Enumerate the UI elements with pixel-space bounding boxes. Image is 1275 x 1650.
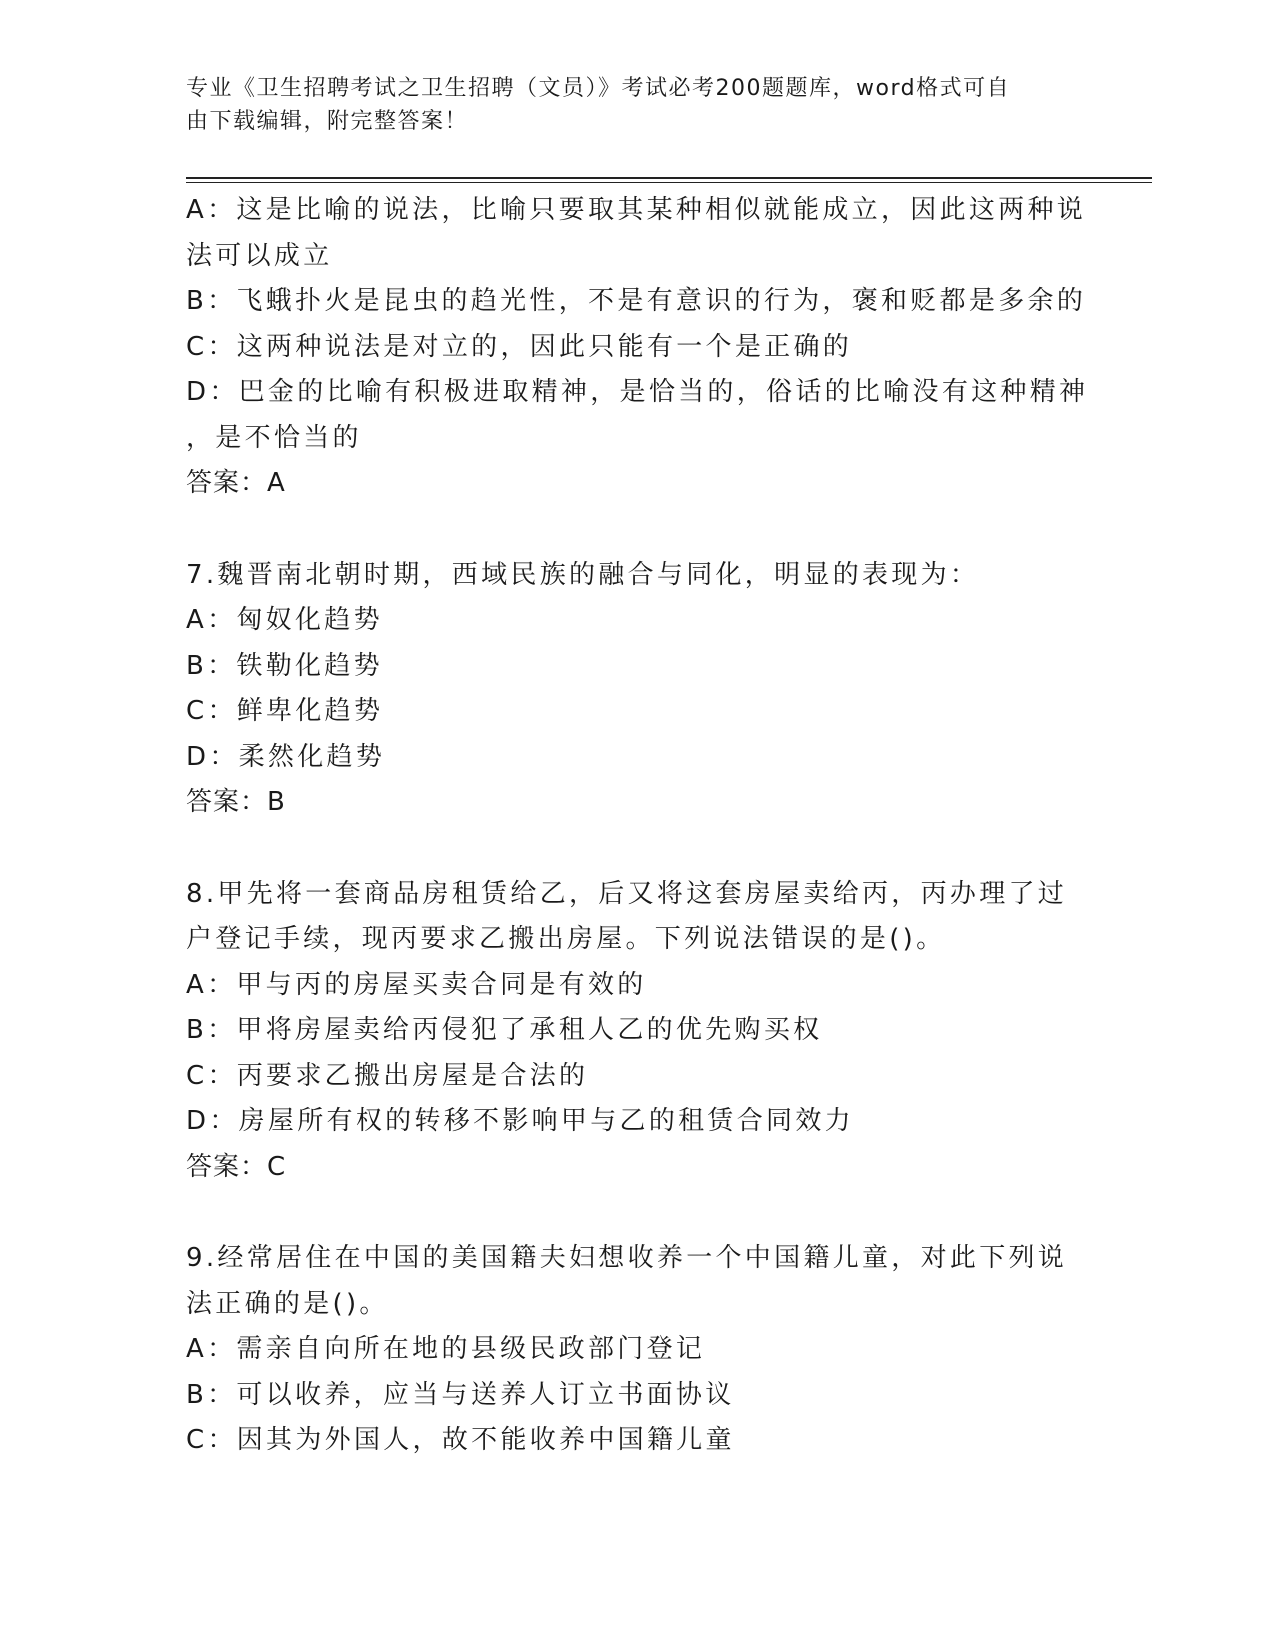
- question-stem-line-2: 户登记手续，现丙要求乙搬出房屋。下列说法错误的是()。: [186, 924, 946, 954]
- question-6: [186, 188, 1089, 507]
- option-b: B：铁勒化趋势: [186, 650, 383, 681]
- header-line-2: 由下载编辑，附完整答案！: [186, 109, 469, 134]
- spacer: [186, 507, 1076, 553]
- question-9: [186, 1236, 1076, 1464]
- answer: 答案：B: [186, 787, 286, 817]
- question-7: [186, 553, 1076, 826]
- option-d: D：柔然化趋势: [186, 741, 386, 772]
- option-c: C：鲜卑化趋势: [186, 696, 384, 726]
- option-a-line-1: A：这是比喻的说法，比喻只要取其某种相似就能成立，因此这两种说: [186, 195, 1087, 225]
- option-c: C：因其为外国人，故不能收养中国籍儿童: [186, 1425, 735, 1455]
- option-b: B：飞蛾扑火是昆虫的趋光性，不是有意识的行为，褒和贬都是多余的: [186, 286, 1087, 316]
- question-8: [186, 872, 1076, 1191]
- header-divider-thin: [186, 182, 1152, 183]
- answer: 答案：A: [186, 468, 286, 498]
- header-line-1: 专业《卫生招聘考试之卫生招聘（文员）》考试必考200题题库，word格式可自: [186, 76, 1011, 101]
- question-stem-line-1: 9.经常居住在中国的美国籍夫妇想收养一个中国籍儿童，对此下列说: [186, 1243, 1068, 1273]
- question-stem-line-1: 8.甲先将一套商品房租赁给乙，后又将这套房屋卖给丙，丙办理了过: [186, 878, 1068, 909]
- option-d-line-2: ，是不恰当的: [186, 422, 362, 453]
- document-header: [186, 72, 1066, 138]
- option-b: B：甲将房屋卖给丙侵犯了承租人乙的优先购买权: [186, 1015, 823, 1045]
- header-divider-thick: [186, 177, 1152, 179]
- question-stem: 7.魏晋南北朝时期，西域民族的融合与同化，明显的表现为：: [186, 559, 980, 590]
- spacer: [186, 826, 1076, 872]
- answer: 答案：C: [186, 1151, 287, 1182]
- option-a: A：匈奴化趋势: [186, 605, 383, 635]
- question-list: [186, 188, 1089, 1464]
- option-b: B：可以收养，应当与送养人订立书面协议: [186, 1379, 735, 1410]
- option-d-line-1: D：巴金的比喻有积极进取精神，是恰当的，俗话的比喻没有这种精神: [186, 377, 1089, 407]
- option-c: C：丙要求乙搬出房屋是合法的: [186, 1060, 589, 1091]
- option-c: C：这两种说法是对立的，因此只能有一个是正确的: [186, 331, 853, 362]
- option-a: A：需亲自向所在地的县级民政部门登记: [186, 1334, 706, 1364]
- option-a-line-2: 法可以成立: [186, 240, 333, 271]
- option-a: A：甲与丙的房屋买卖合同是有效的: [186, 969, 647, 1000]
- option-d: D：房屋所有权的转移不影响甲与乙的租赁合同效力: [186, 1106, 854, 1136]
- spacer: [186, 1190, 1076, 1236]
- question-stem-line-2: 法正确的是()。: [186, 1288, 389, 1319]
